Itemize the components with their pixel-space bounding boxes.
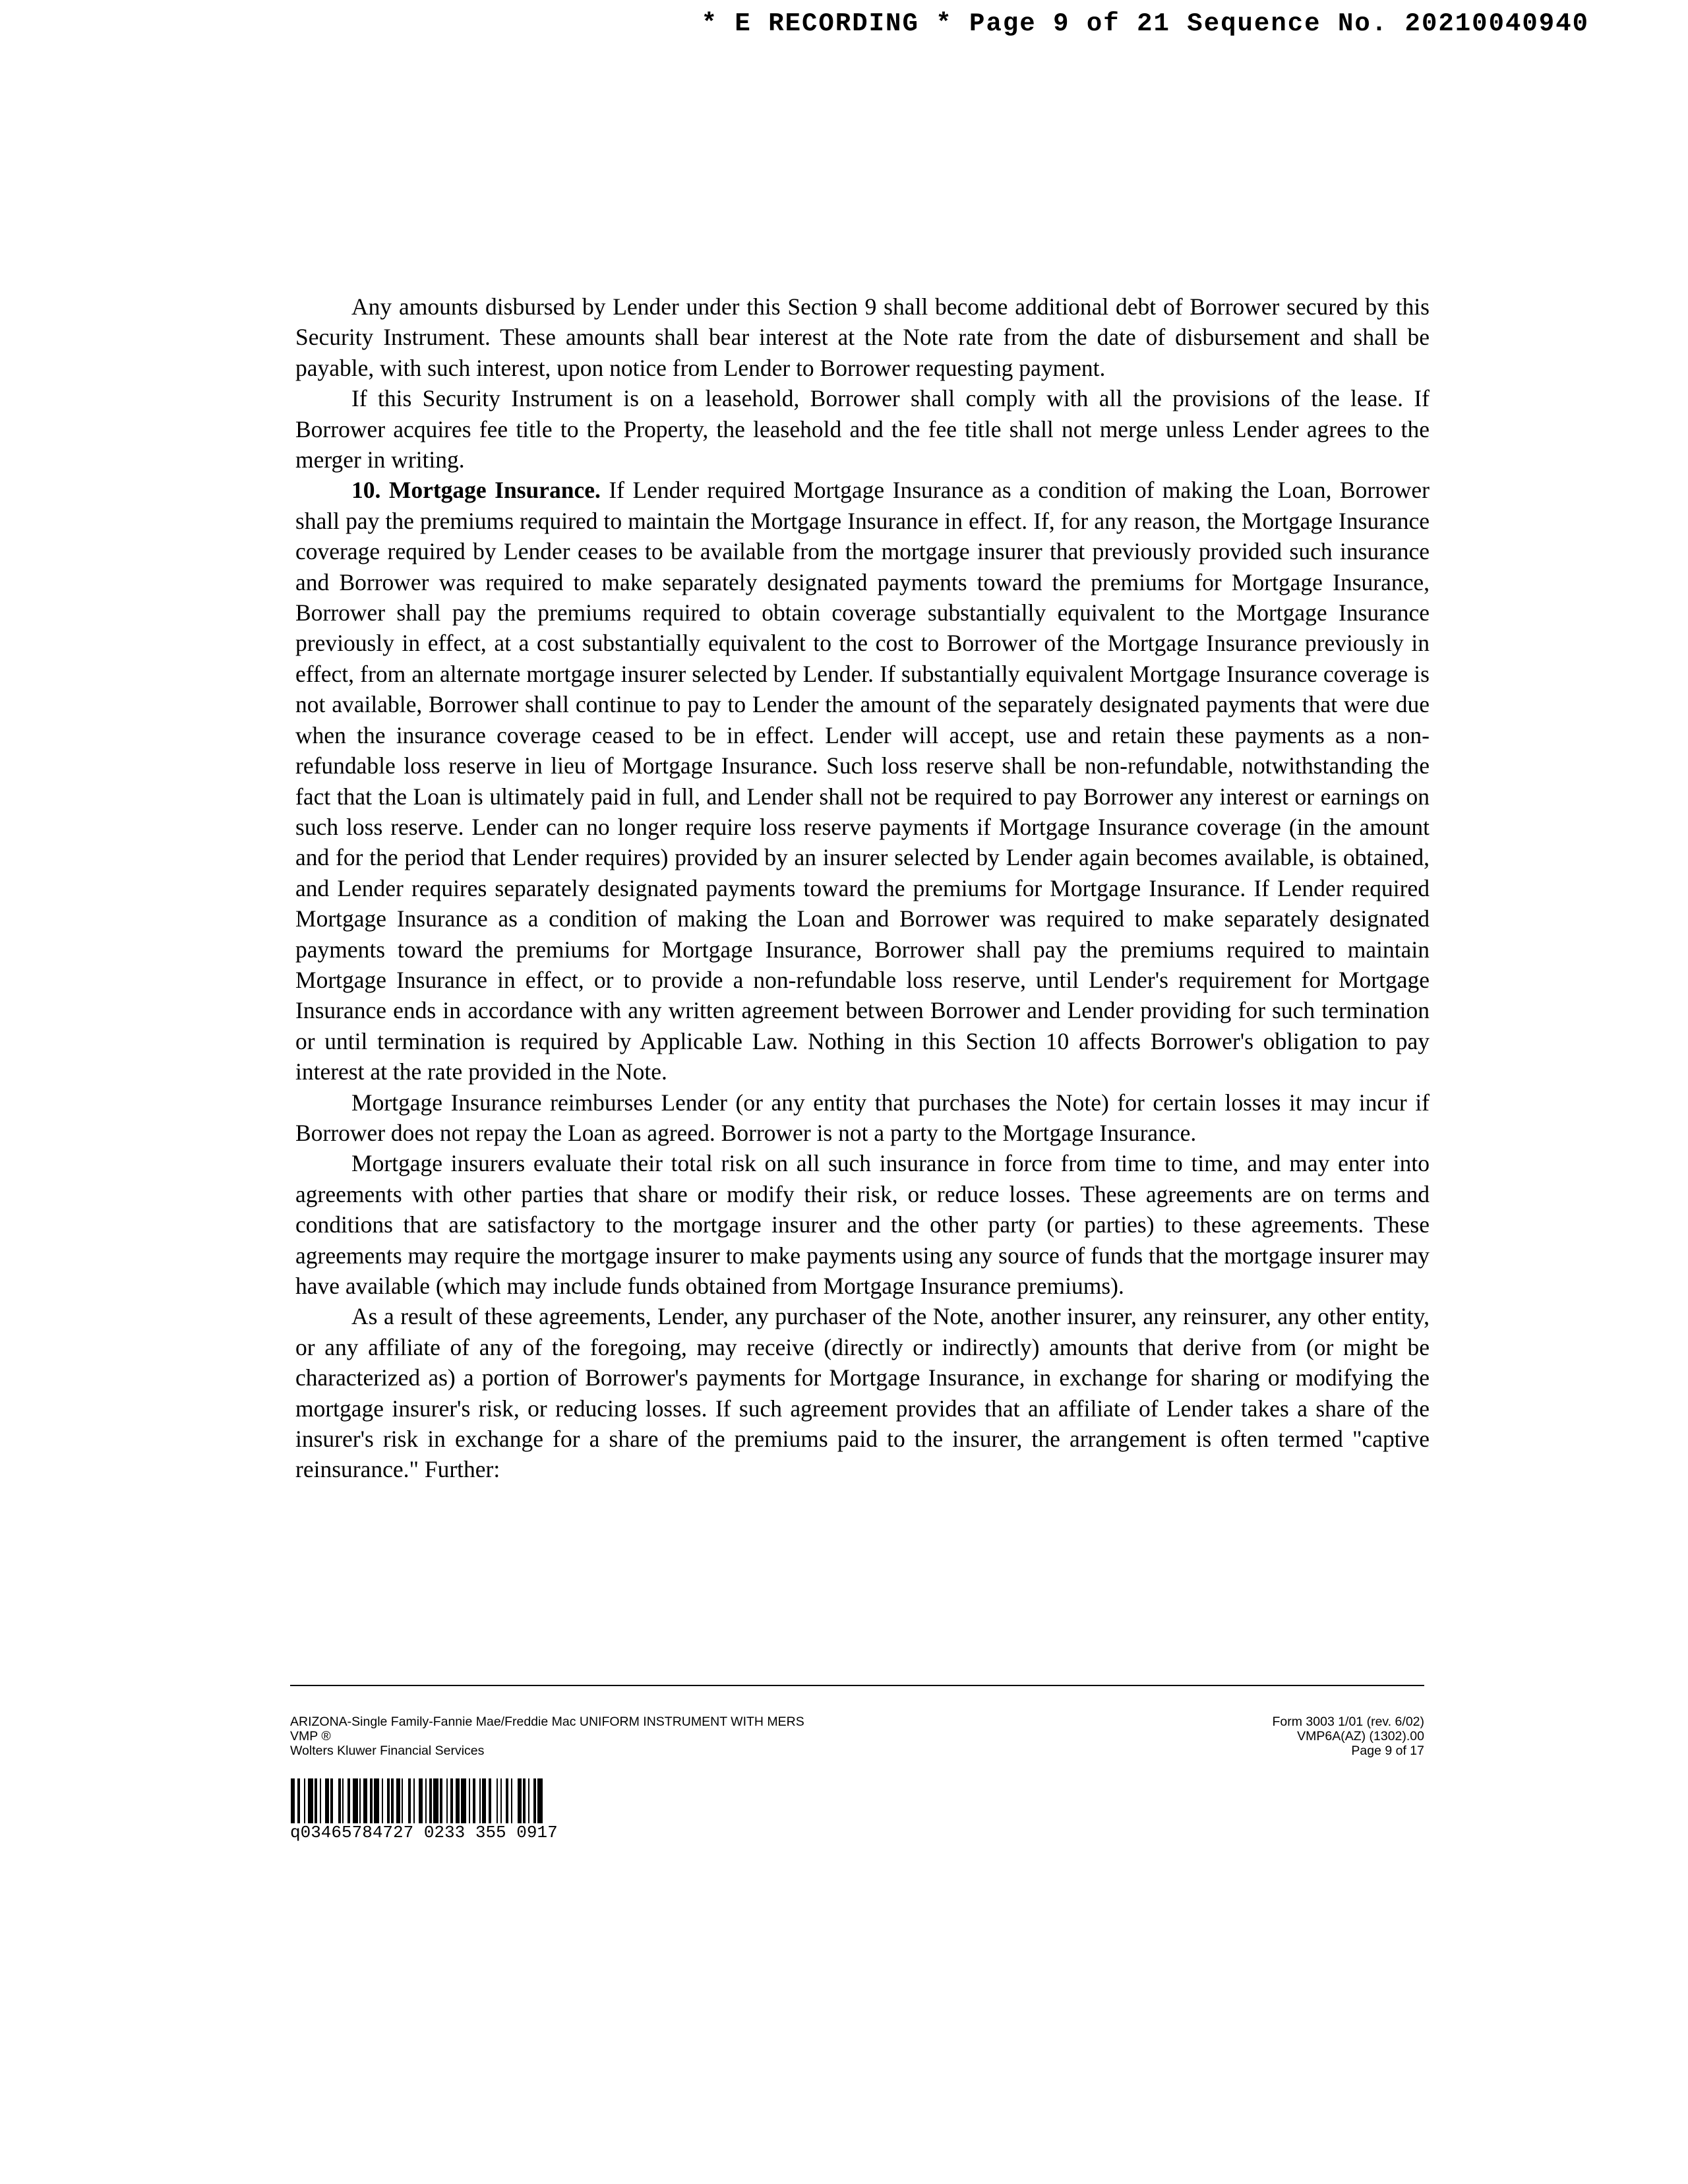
footer-form-code: VMP6A(AZ) (1302).00 — [1297, 1729, 1424, 1744]
barcode-image — [291, 1778, 731, 1823]
paragraph-mortgage-insurance — [295, 475, 1430, 1087]
paragraph-disbursed-amounts: Any amounts disbursed by Lender under this Section 9 shall become additional debt of Borrower secured by this Security Instrument. These amounts shall bear interest at the Note rate from the date of disbursement and shall be payable, with such interest, upon notice from Lender to Borrower requesting payment. — [295, 293, 1430, 381]
document-body — [295, 291, 1430, 1485]
paragraph-insurers-evaluate-risk: Mortgage insurers evaluate their total risk on all such insurance in force from time to time, and may enter into agreements with other parties that share or modify their risk, or reduce losses. These agreements are on terms and conditions that are satisfactory to the mortgage insurer and the other party (or parties) to these agreements. These agreements may require the mortgage insurer to make payments using any source of funds that the mortgage insurer may have available (which may include funds obtained from Mortgage Insurance premiums). — [295, 1150, 1430, 1299]
mortgage-insurance-text: If Lender required Mortgage Insurance as a condition of making the Loan, Borrower shall pay the premiums required to maintain the Mortgage Insurance in effect. If, for any reason, the Mortgage Insurance coverage required by Lender ceases to be available from the mortgage insurer that previously provided such insurance and Borrower was required to make separately designated payments toward the premiums for Mortgage Insurance, Borrower shall pay the premiums required to obtain coverage substantially equivalent to the Mortgage Insurance previously in effect, at a cost substantially equivalent to the cost to Borrower of the Mortgage Insurance previously in effect, from an alternate mortgage insurer selected by Lender. If substantially equivalent Mortgage Insurance coverage is not available, Borrower shall continue to pay to Lender the amount of the separately designated payments that were due when the insurance coverage ceased to be in effect. Lender will accept, use and retain these payments as a non-refundable loss reserve in lieu of Mortgage Insurance. Such loss reserve shall be non-refundable, notwithstanding the fact that the Loan is ultimately paid in full, and Lender shall not be required to pay Borrower any interest or earnings on such loss reserve. Lender can no longer require loss reserve payments if Mortgage Insurance coverage (in the amount and for the period that Lender requires) provided by an insurer selected by Lender again becomes available, is obtained, and Lender requires separately designated payments toward the premiums for Mortgage Insurance. If Lender required Mortgage Insurance as a condition of making the Loan and Borrower was required to make separately designated payments toward the premiums for Mortgage Insurance, Borrower shall pay the premiums required to maintain Mortgage Insurance in effect, or to provide a non-refundable loss reserve, until Lender's requirement for Mortgage Insurance ends in accordance with any written agreement between Borrower and Lender providing for such termination or until termination is required by Applicable Law. Nothing in this Section 10 affects Borrower's obligation to pay interest at the rate provided in the Note. — [295, 477, 1430, 1085]
paragraph-captive-reinsurance: As a result of these agreements, Lender, any purchaser of the Note, another insurer, any reinsurer, any other entity, or any affiliate of any of the foregoing, may receive (directly or indirectly) amounts that derive from (or might be characterized as) a portion of Borrower's payments for Mortgage Insurance, in exchange for sharing or modifying the mortgage insurer's risk, or reducing losses. If such agreement provides that an affiliate of Lender takes a share of the insurer's risk in exchange for a share of the premiums paid to the insurer, the arrangement is often termed "captive reinsurance." Further: — [295, 1303, 1430, 1483]
section-heading-mortgage-insurance: 10. Mortgage Insurance. — [351, 477, 601, 504]
paragraph-leasehold: If this Security Instrument is on a leasehold, Borrower shall comply with all the provisions of the lease. If Borrower acquires fee title to the Property, the leasehold and the fee title shall not merge unless Lender agrees to the merger in writing. — [295, 385, 1430, 473]
footer-publisher: Wolters Kluwer Financial Services — [290, 1744, 485, 1758]
recording-header: * E RECORDING * Page 9 of 21 Sequence No. 20210040940 — [701, 9, 1589, 38]
footer-form-number: Form 3003 1/01 (rev. 6/02) — [1272, 1714, 1424, 1729]
footer-divider — [290, 1685, 1424, 1686]
footer-page-number: Page 9 of 17 — [1351, 1744, 1424, 1758]
barcode-number: q03465784727 0233 355 0917 — [290, 1823, 558, 1842]
footer-vmp: VMP ® — [290, 1729, 331, 1744]
footer-form-title: ARIZONA-Single Family-Fannie Mae/Freddie Mac UNIFORM INSTRUMENT WITH MERS — [290, 1714, 804, 1729]
paragraph-insurance-reimburses: Mortgage Insurance reimburses Lender (or any entity that purchases the Note) for certain losses it may incur if Borrower does not repay the Loan as agreed. Borrower is not a party to the Mortgage Insurance. — [295, 1089, 1430, 1146]
footer-left — [290, 1714, 804, 1758]
footer-right — [1273, 1714, 1425, 1758]
